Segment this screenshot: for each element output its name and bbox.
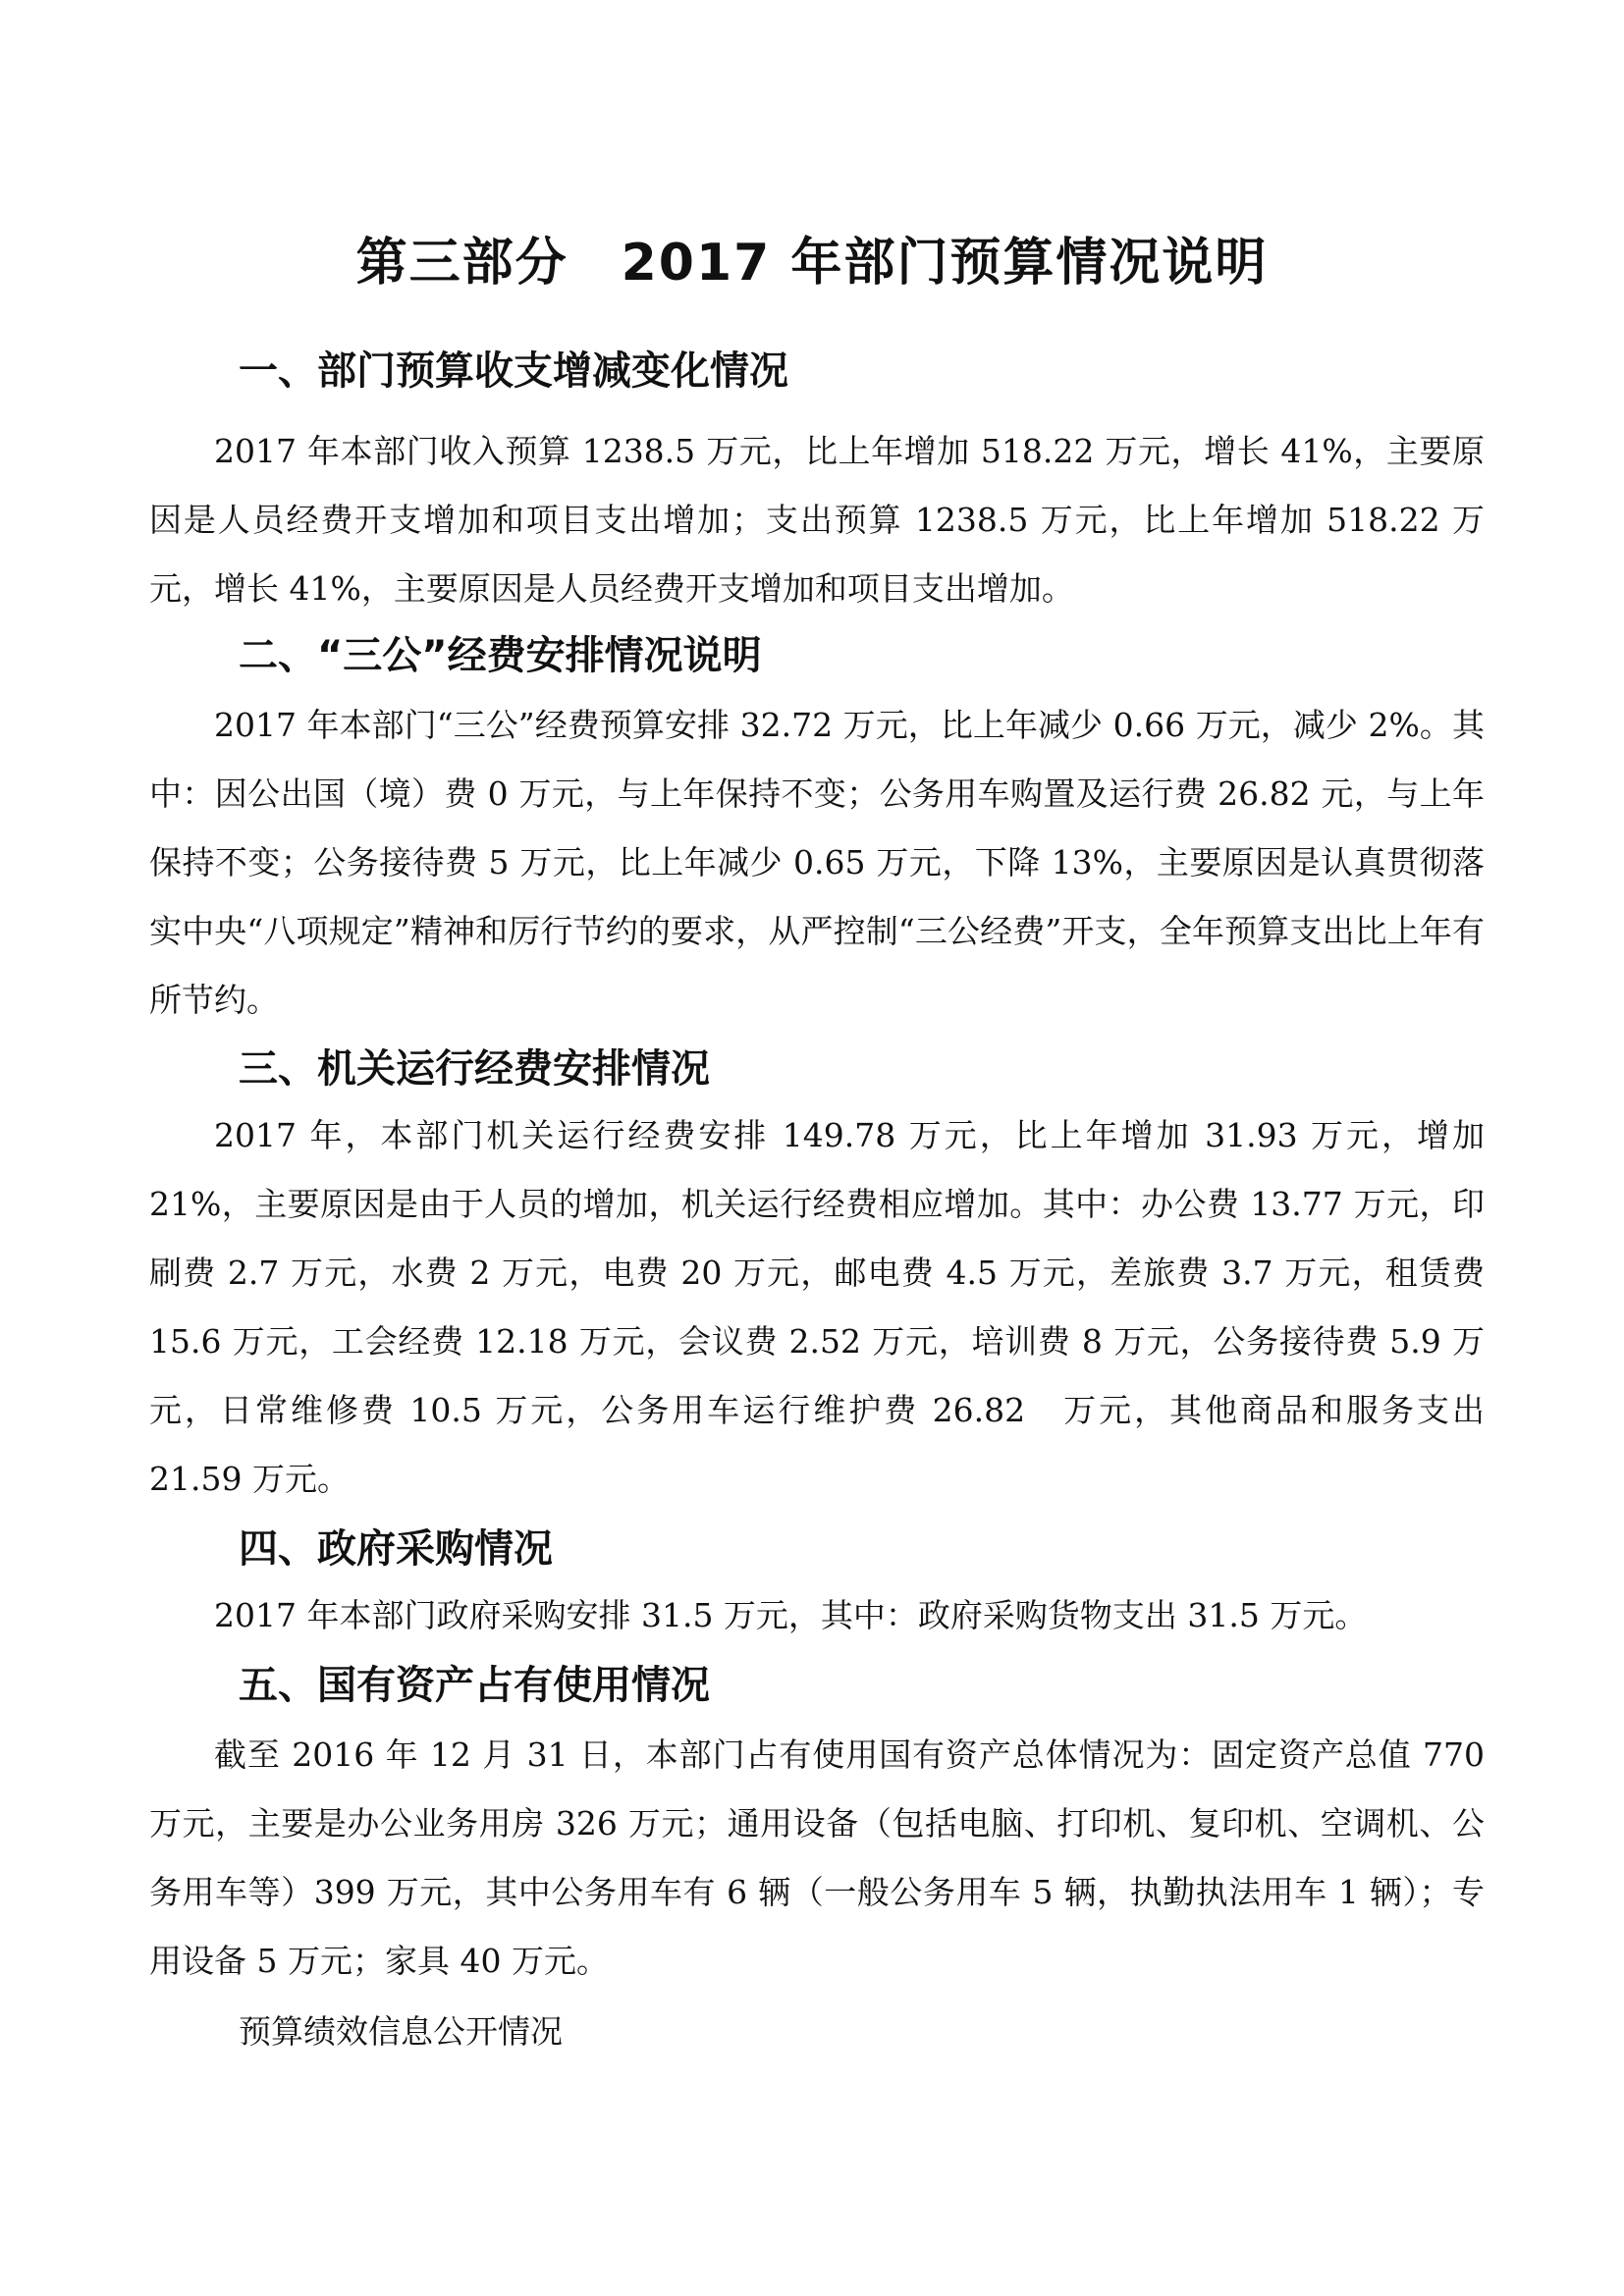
section-heading-state-assets: 五、国有资产占有使用情况: [239, 1663, 710, 1708]
document-title: 第三部分 2017 年部门预算情况说明: [355, 234, 1269, 293]
section-body-budget-changes: 2017 年本部门收入预算 1238.5 万元，比上年增加 518.22 万元，增长 41%，主要原因是人员经费开支增加和项目支出增加；支出预算 1238.5 万元，比上年增加 518.22 万元，增长 41%，主要原因是人员经费开支增加和项目支出增加。: [149, 432, 1485, 608]
performance-info-line: 预算绩效信息公开情况: [239, 2012, 563, 2051]
section-body-operating-expenses: 2017 年，本部门机关运行经费安排 149.78 万元，比上年增加 31.93 万元，增加 21%，主要原因是由于人员的增加，机关运行经费相应增加。其中：办公费 13.77 万元，印刷费 2.7 万元，水费 2 万元，电费 20 万元，邮电费 4.5 万元，差旅费 3.7 万元，租赁费 15.6 万元，工会经费 12.18 万元，会议费 2.52 万元，培训费 8 万元，公务接待费 5.9 万元，日常维修费 10.5 万元，公务用车运行维护费 26.82 万元，其他商品和服务支出 21.59 万元。: [149, 1116, 1485, 1498]
section-body-state-assets: 截至 2016 年 12 月 31 日，本部门占有使用国有资产总体情况为：固定资产总值 770 万元，主要是办公业务用房 326 万元；通用设备（包括电脑、打印机、复印机、空调机、公务用车等）399 万元，其中公务用车有 6 辆（一般公务用车 5 辆，执勤执法用车 1 辆）；专用设备 5 万元；家具 40 万元。: [149, 1735, 1485, 1980]
section-body-three-public-expenses: 2017 年本部门“三公”经费预算安排 32.72 万元，比上年减少 0.66 万元，减少 2%。其中：因公出国（境）费 0 万元，与上年保持不变；公务用车购置及运行费 26.82 元，与上年保持不变；公务接待费 5 万元，比上年减少 0.65 万元，下降 13%，主要原因是认真贯彻落实中央“八项规定”精神和厉行节约的要求，从严控制“三公经费”开支，全年预算支出比上年有所节约。: [149, 706, 1485, 1019]
section-body-government-procurement: 2017 年本部门政府采购安排 31.5 万元，其中：政府采购货物支出 31.5 万元。: [214, 1596, 1368, 1634]
section-heading-government-procurement: 四、政府采购情况: [239, 1526, 553, 1572]
section-heading-three-public-expenses: 二、“三公”经费安排情况说明: [239, 633, 762, 678]
section-heading-budget-changes: 一、部门预算收支增减变化情况: [239, 348, 788, 394]
section-heading-operating-expenses: 三、机关运行经费安排情况: [239, 1046, 710, 1092]
